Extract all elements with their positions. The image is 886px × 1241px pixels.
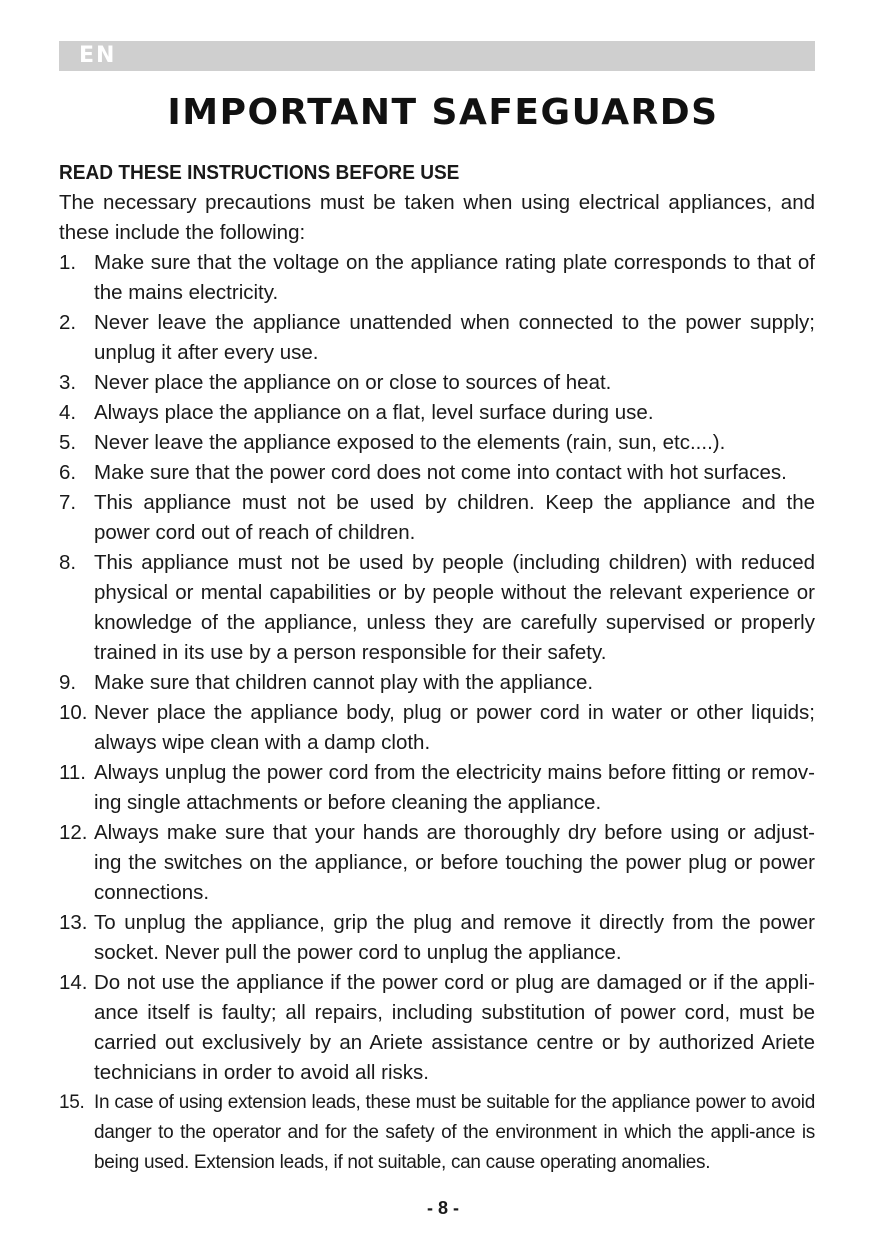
list-item (59, 308, 815, 368)
instructions-subheading: READ THESE INSTRUCTIONS BEFORE USE (59, 161, 460, 184)
item-text: Never leave the appliance exposed to the elements (rain, sun, etc....). (94, 431, 726, 454)
item-number: 10. (59, 701, 88, 724)
list-item (59, 758, 815, 818)
list-item (59, 368, 815, 398)
item-text: Make sure that the power cord does not come into contact with hot surfaces. (94, 461, 787, 484)
item-number: 2. (59, 311, 77, 334)
list-item (59, 248, 815, 308)
item-text: In case of using extension leads, these must be suitable for the appliance power to avoid danger to the operator and for the safety of the environment in which the appli-ance is being used. Extension leads, if not suitable, can cause operating anomalies. (94, 1092, 815, 1173)
item-number: 5. (59, 431, 77, 454)
item-text: This appliance must not be used by people (including children) with reduced physical or mental capabilities or by people without the relevant experience or knowledge of the appliance, unless they are carefully supervised or properly trained in its use by a person responsible for their safety. (94, 551, 815, 664)
item-text: To unplug the appliance, grip the plug and remove it directly from the power socket. Never pull the power cord to unplug the appliance. (94, 911, 815, 964)
list-item (59, 818, 815, 908)
item-text: Never place the appliance on or close to sources of heat. (94, 371, 612, 394)
item-number: 3. (59, 371, 77, 394)
list-item (59, 1088, 815, 1178)
item-number: 11. (59, 761, 86, 784)
item-text: Always place the appliance on a flat, level surface during use. (94, 401, 654, 424)
item-number: 7. (59, 491, 77, 514)
item-text: Make sure that the voltage on the appliance rating plate corresponds to that of the mains electricity. (94, 251, 815, 304)
item-text: Always unplug the power cord from the electricity mains before fitting or remov-ing single attachments or before cleaning the appliance. (94, 761, 815, 814)
item-text: Always make sure that your hands are thoroughly dry before using or adjust-ing the switches on the appliance, or before touching the power plug or power connections. (94, 821, 815, 904)
list-item (59, 668, 815, 698)
item-number: 13. (59, 911, 88, 934)
item-number: 4. (59, 401, 77, 424)
safeguards-list (59, 248, 815, 1178)
page-number: - 8 - (426, 1198, 459, 1218)
item-number: 14. (59, 971, 88, 994)
list-item (59, 698, 815, 758)
item-text: Make sure that children cannot play with the appliance. (94, 671, 594, 694)
list-item (59, 908, 815, 968)
list-item (59, 458, 815, 488)
language-header-bar (59, 41, 815, 71)
intro-paragraph: The necessary precautions must be taken when using electrical appliances, and these include the following: (59, 191, 815, 244)
item-number: 8. (59, 551, 77, 574)
item-number: 9. (59, 671, 77, 694)
safeguards-content (59, 158, 815, 1178)
list-item (59, 548, 815, 668)
page-title: IMPORTANT SAFEGUARDS (167, 92, 719, 133)
language-code: EN (79, 43, 117, 68)
item-text: Never leave the appliance unattended when connected to the power supply; unplug it after every use. (94, 311, 815, 364)
item-number: 12. (59, 821, 88, 844)
item-number: 15. (59, 1092, 85, 1113)
item-text: This appliance must not be used by children. Keep the appliance and the power cord out of reach of children. (94, 491, 815, 544)
list-item (59, 398, 815, 428)
item-text: Never place the appliance body, plug or power cord in water or other liquids; always wipe clean with a damp cloth. (94, 701, 815, 754)
list-item (59, 968, 815, 1088)
list-item (59, 488, 815, 548)
list-item (59, 428, 815, 458)
item-number: 6. (59, 461, 77, 484)
item-number: 1. (59, 251, 77, 274)
item-text: Do not use the appliance if the power cord or plug are damaged or if the appli-ance itself is faulty; all repairs, including substitution of power cord, must be carried out exclusively by an Ariete assistance centre or by authorized Ariete technicians in order to avoid all risks. (94, 971, 815, 1084)
